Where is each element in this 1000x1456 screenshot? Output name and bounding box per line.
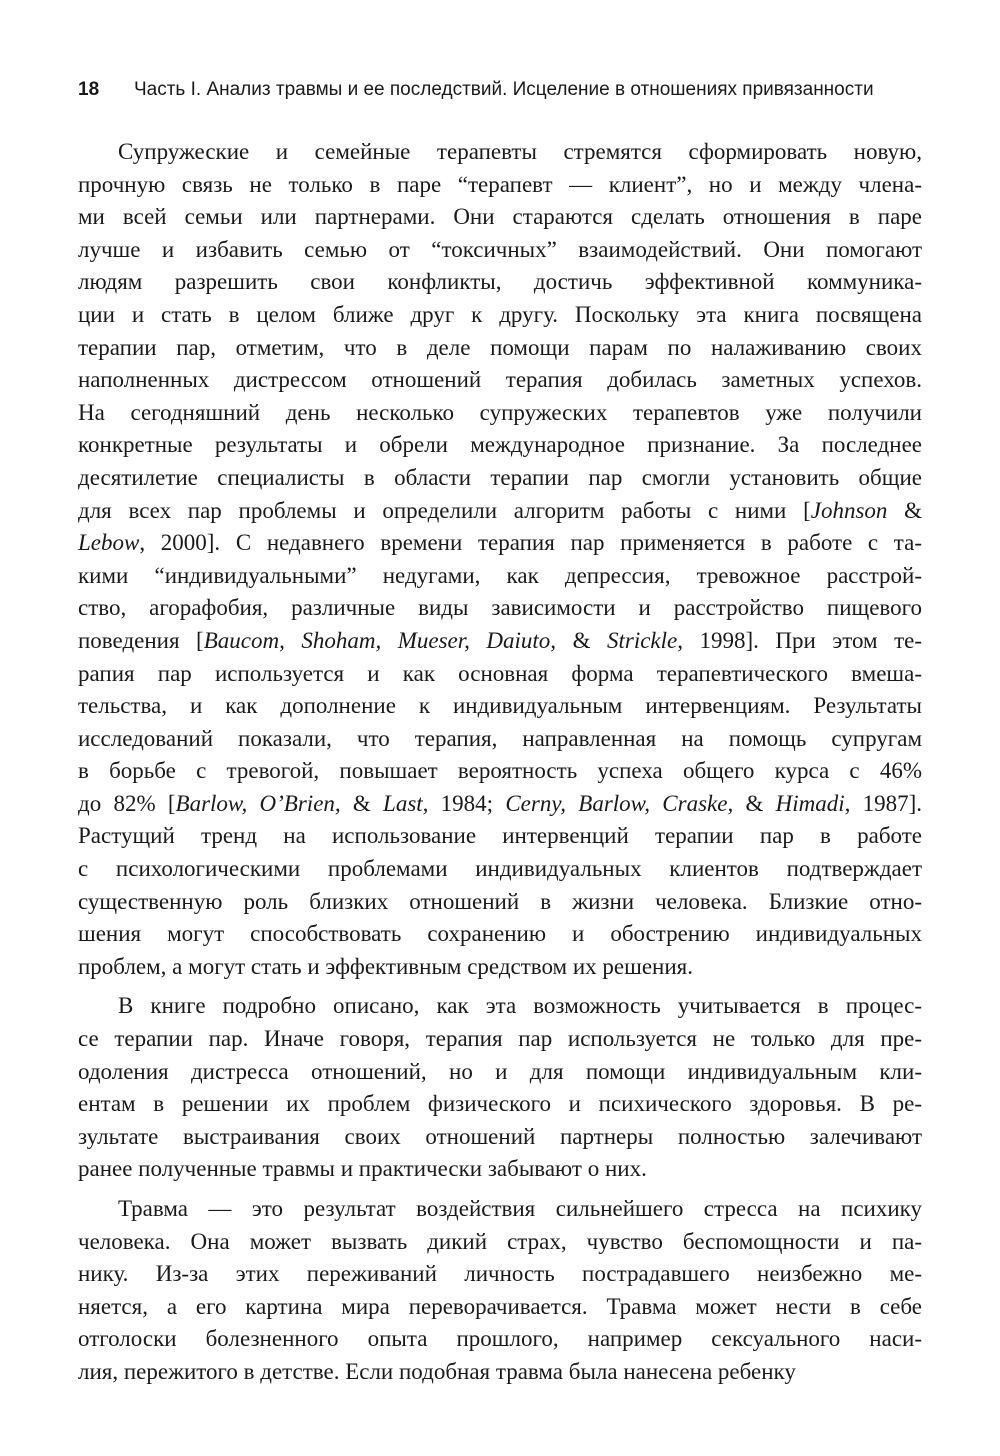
text-line: проблем, а могут стать и эффективным средством их решения. xyxy=(78,953,693,979)
text-line: до 82% [Barlow, O’Brien, & Last, 1984; Cerny, Barlow, Craske, & Himadi, 1987]. xyxy=(78,790,922,816)
paragraph-3 xyxy=(78,1193,922,1389)
text-line: прочную связь не только в паре “терапевт — клиент”, но и между члена- xyxy=(78,171,922,197)
text-line: Супружеские и семейные терапевты стремятся сформировать новую, xyxy=(118,139,922,164)
text-line: исследований показали, что терапия, направленная на помощь супругам xyxy=(78,725,922,751)
text-line: нику. Из-за этих переживаний личность пострадавшего неизбежно ме- xyxy=(78,1261,922,1287)
text-line: ство, агорафобия, различные виды зависимости и расстройство пищевого xyxy=(78,595,922,621)
text-line: для всех пар проблемы и определили алгоритм работы с ними [Johnson & xyxy=(78,497,923,523)
text-line: зультате выстраивания своих отношений партнеры полностью залечивают xyxy=(78,1123,922,1149)
text-line: поведения [Baucom, Shoham, Mueser, Daiuto, & Strickle, 1998]. При этом те- xyxy=(78,627,923,653)
page-number: 18 xyxy=(78,79,100,100)
text-line: лучше и избавить семью от “токсичных” взаимодействий. Они помогают xyxy=(78,236,922,262)
text-line: отголоски болезненного опыта прошлого, например сексуального наси- xyxy=(78,1326,922,1352)
body-text xyxy=(78,136,922,1396)
text-line: десятилетие специалисты в области терапии пар смогли установить общие xyxy=(78,464,922,490)
text-line: конкретные результаты и обрели международное признание. За последнее xyxy=(78,432,922,458)
text-line: ранее полученные травмы и практически забывают о них. xyxy=(78,1156,647,1182)
text-line: шения могут способствовать сохранению и обострению индивидуальных xyxy=(78,921,922,947)
text-line: людям разрешить свои конфликты, достичь эффективной коммуника- xyxy=(78,269,922,295)
text-line: лия, пережитого в детстве. Если подобная травма была нанесена ребенку xyxy=(78,1358,796,1384)
text-line: кими “индивидуальными” недугами, как депрессия, тревожное расстрой- xyxy=(78,562,922,588)
text-line: ентам в решении их проблем физического и психического здоровья. В ре- xyxy=(78,1091,922,1117)
text-line: человека. Она может вызвать дикий страх, чувство беспомощности и па- xyxy=(78,1228,922,1254)
text-line: В книге подробно описано, как эта возможность учитывается в процес- xyxy=(118,993,922,1019)
text-line: с психологическими проблемами индивидуальных клиентов подтверждает xyxy=(78,856,922,882)
text-line: На сегодняшний день несколько супружеских терапевтов уже получили xyxy=(78,399,922,425)
paragraph-1 xyxy=(78,136,922,983)
text-line: терапии пар, отметим, что в деле помощи парам по налаживанию своих xyxy=(78,334,922,360)
paragraph-2 xyxy=(78,990,922,1186)
text-line: Растущий тренд на использование интервенций терапии пар в работе xyxy=(78,823,922,849)
text-line: в борьбе с тревогой, повышает вероятность успеха общего курса с 46% xyxy=(78,758,922,784)
text-line: одоления дистресса отношений, но и для помощи индивидуальным кли- xyxy=(78,1058,922,1084)
running-header xyxy=(78,76,938,104)
text-line: Травма — это результат воздействия сильнейшего стресса на психику xyxy=(118,1196,922,1221)
text-line: наполненных дистрессом отношений терапия добилась заметных успехов. xyxy=(78,367,922,393)
running-title: Часть I. Анализ травмы и ее последствий. Исцеление в отношениях привязанности xyxy=(134,79,874,100)
text-line: няется, а его картина мира переворачивается. Травма может нести в себе xyxy=(78,1293,922,1319)
text-line: тельства, и как дополнение к индивидуальным интервенциям. Результаты xyxy=(78,693,922,719)
text-line: рапия пар используется и как основная форма терапевтического вмеша- xyxy=(78,660,922,686)
text-line: Lebow, 2000]. С недавнего времени терапия пар применяется в работе с та- xyxy=(78,530,922,556)
text-line: ми всей семьи или партнерами. Они стараются сделать отношения в паре xyxy=(78,204,922,230)
text-line: ции и стать в целом ближе друг к другу. Поскольку эта книга посвящена xyxy=(78,301,922,327)
text-line: существенную роль близких отношений в жизни человека. Близкие отно- xyxy=(78,888,922,914)
text-line: се терапии пар. Иначе говоря, терапия пар используется не только для пре- xyxy=(78,1026,922,1052)
